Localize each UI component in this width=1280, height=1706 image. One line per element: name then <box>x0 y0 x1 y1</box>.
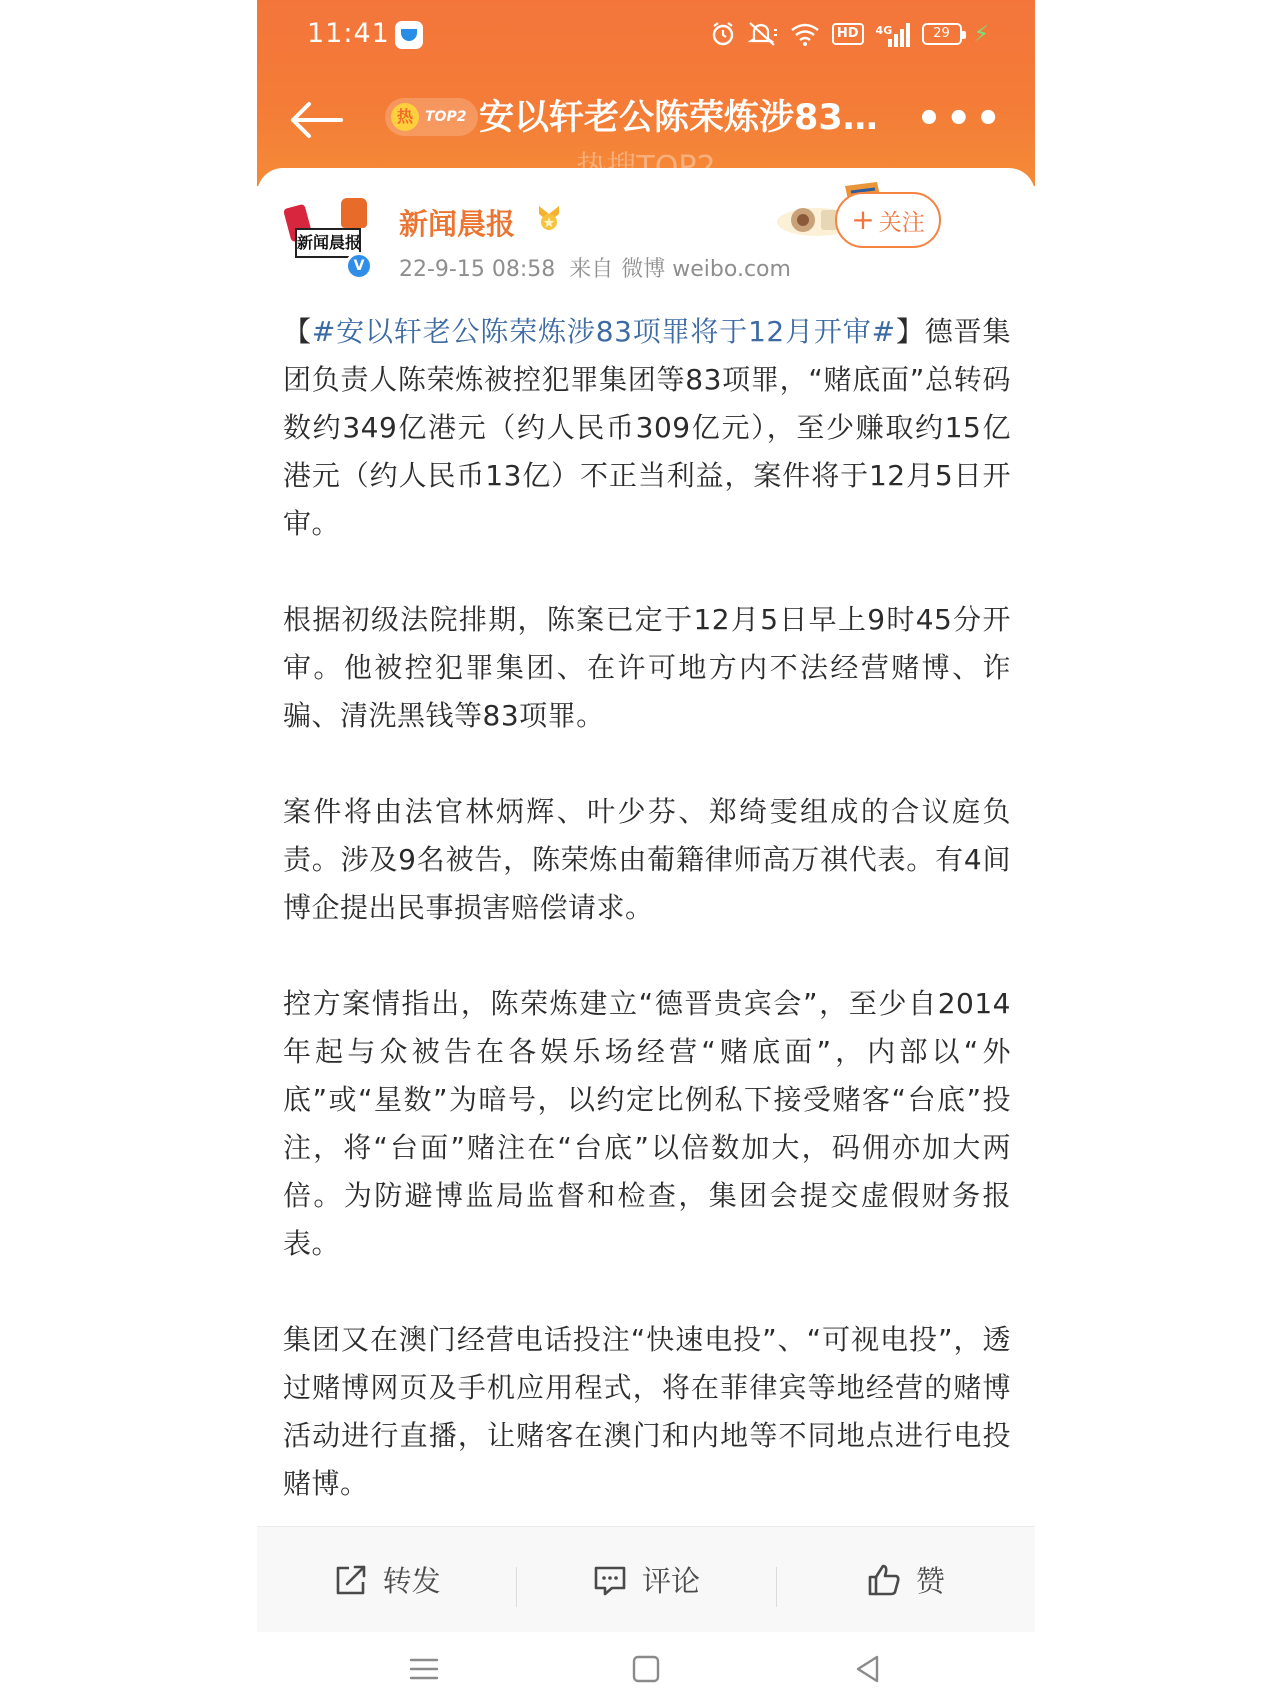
post-source: 微博 weibo.com <box>621 257 791 282</box>
hot-icon: 热 <box>391 103 419 131</box>
plus-icon: + <box>851 203 875 236</box>
topic-bracket-close: 】 <box>895 315 925 348</box>
battery-icon: 29 <box>922 23 962 45</box>
medal-icon <box>535 204 563 232</box>
back-icon[interactable] <box>851 1652 885 1686</box>
follow-label: 关注 <box>878 209 925 236</box>
alarm-icon <box>710 20 736 48</box>
like-label: 赞 <box>915 1564 945 1598</box>
topic-link[interactable]: #安以轩老公陈荣炼涉83项罪将于12月开审# <box>311 315 896 348</box>
author-name[interactable]: 新闻晨报 <box>399 207 516 241</box>
hd-icon: HD <box>832 23 864 45</box>
source-prefix: 来自 <box>569 257 614 282</box>
hot-rank: TOP2 <box>425 109 467 125</box>
signal-icon <box>876 21 910 47</box>
avatar[interactable] <box>281 188 371 278</box>
home-icon[interactable] <box>629 1652 663 1686</box>
thumbs-up-icon <box>866 1562 902 1598</box>
like-button[interactable] <box>776 1559 1035 1600</box>
follow-button[interactable] <box>835 192 941 248</box>
status-bar <box>257 0 1035 72</box>
post-paragraph-5: 集团又在澳门经营电话投注“快速电投”、“可视电投”，透过赌博网页及手机应用程式，将在菲律宾等地经营的赌博活动进行直播，让赌客在澳门和内地等不同地点进行电投赌博。 <box>283 1323 1011 1500</box>
system-nav-bar <box>257 1632 1035 1706</box>
post-meta <box>399 252 805 283</box>
menu-icon[interactable] <box>407 1652 441 1686</box>
phone-screen <box>257 0 1035 1706</box>
post-paragraph-4: 控方案情指出，陈荣炼建立“德晋贵宾会”，至少自2014年起与众被告在各娱乐场经营“赌底面”，内部以“外底”或“星数”为暗号，以约定比例私下接受赌客“台底”投注，将“台面”赌注在“台底”以倍数加大，码佣亦加大两倍。为防避博监局监督和检查，集团会提交虚假财务报表。 <box>283 987 1011 1260</box>
repost-icon <box>333 1562 369 1598</box>
repost-button[interactable] <box>257 1559 516 1600</box>
repost-label: 转发 <box>382 1564 441 1598</box>
wifi-icon <box>790 20 820 48</box>
network-label: 4G <box>875 24 893 37</box>
header <box>257 0 1035 186</box>
action-bar <box>257 1526 1035 1632</box>
post-paragraph-1-text: 德晋集团负责人陈荣炼被控犯罪集团等83项罪，“赌底面”总转码数约349亿港元（约人民币309亿元），至少赚取约15亿港元（约人民币13亿）不正当利益，案件将于12月5日开审。 <box>283 315 1011 540</box>
hot-search-tag <box>385 98 478 136</box>
post-paragraph-2: 根据初级法院排期，陈案已定于12月5日早上9时45分开审。他被控犯罪集团、在许可地方内不法经营赌博、诈骗、清洗黑钱等83项罪。 <box>283 603 1011 732</box>
post-card <box>257 168 1035 1528</box>
page-title: 安以轩老公陈荣炼涉83… <box>479 98 878 138</box>
status-time: 11:41 <box>307 18 390 49</box>
comment-button[interactable] <box>516 1559 775 1600</box>
more-icon[interactable]: ••• <box>916 96 1005 142</box>
post-paragraph-1 <box>283 308 1011 548</box>
app-icon <box>395 21 423 49</box>
avatar-text: 新闻晨报 <box>297 233 362 252</box>
verified-icon: V <box>345 252 373 280</box>
mute-icon <box>748 20 778 48</box>
charging-icon: ⚡ <box>973 21 989 47</box>
status-icons <box>710 20 989 48</box>
comment-icon <box>592 1562 628 1598</box>
back-arrow-icon[interactable] <box>287 94 347 146</box>
post-body <box>283 308 1011 1556</box>
comment-label: 评论 <box>641 1564 700 1598</box>
post-date: 22-9-15 08:58 <box>399 257 556 282</box>
topic-bracket-open: 【 <box>283 315 312 348</box>
post-paragraph-3: 案件将由法官林炳辉、叶少芬、郑绮雯组成的合议庭负责。涉及9名被告，陈荣炼由葡籍律师高万祺代表。有4间博企提出民事损害赔偿请求。 <box>283 795 1011 924</box>
